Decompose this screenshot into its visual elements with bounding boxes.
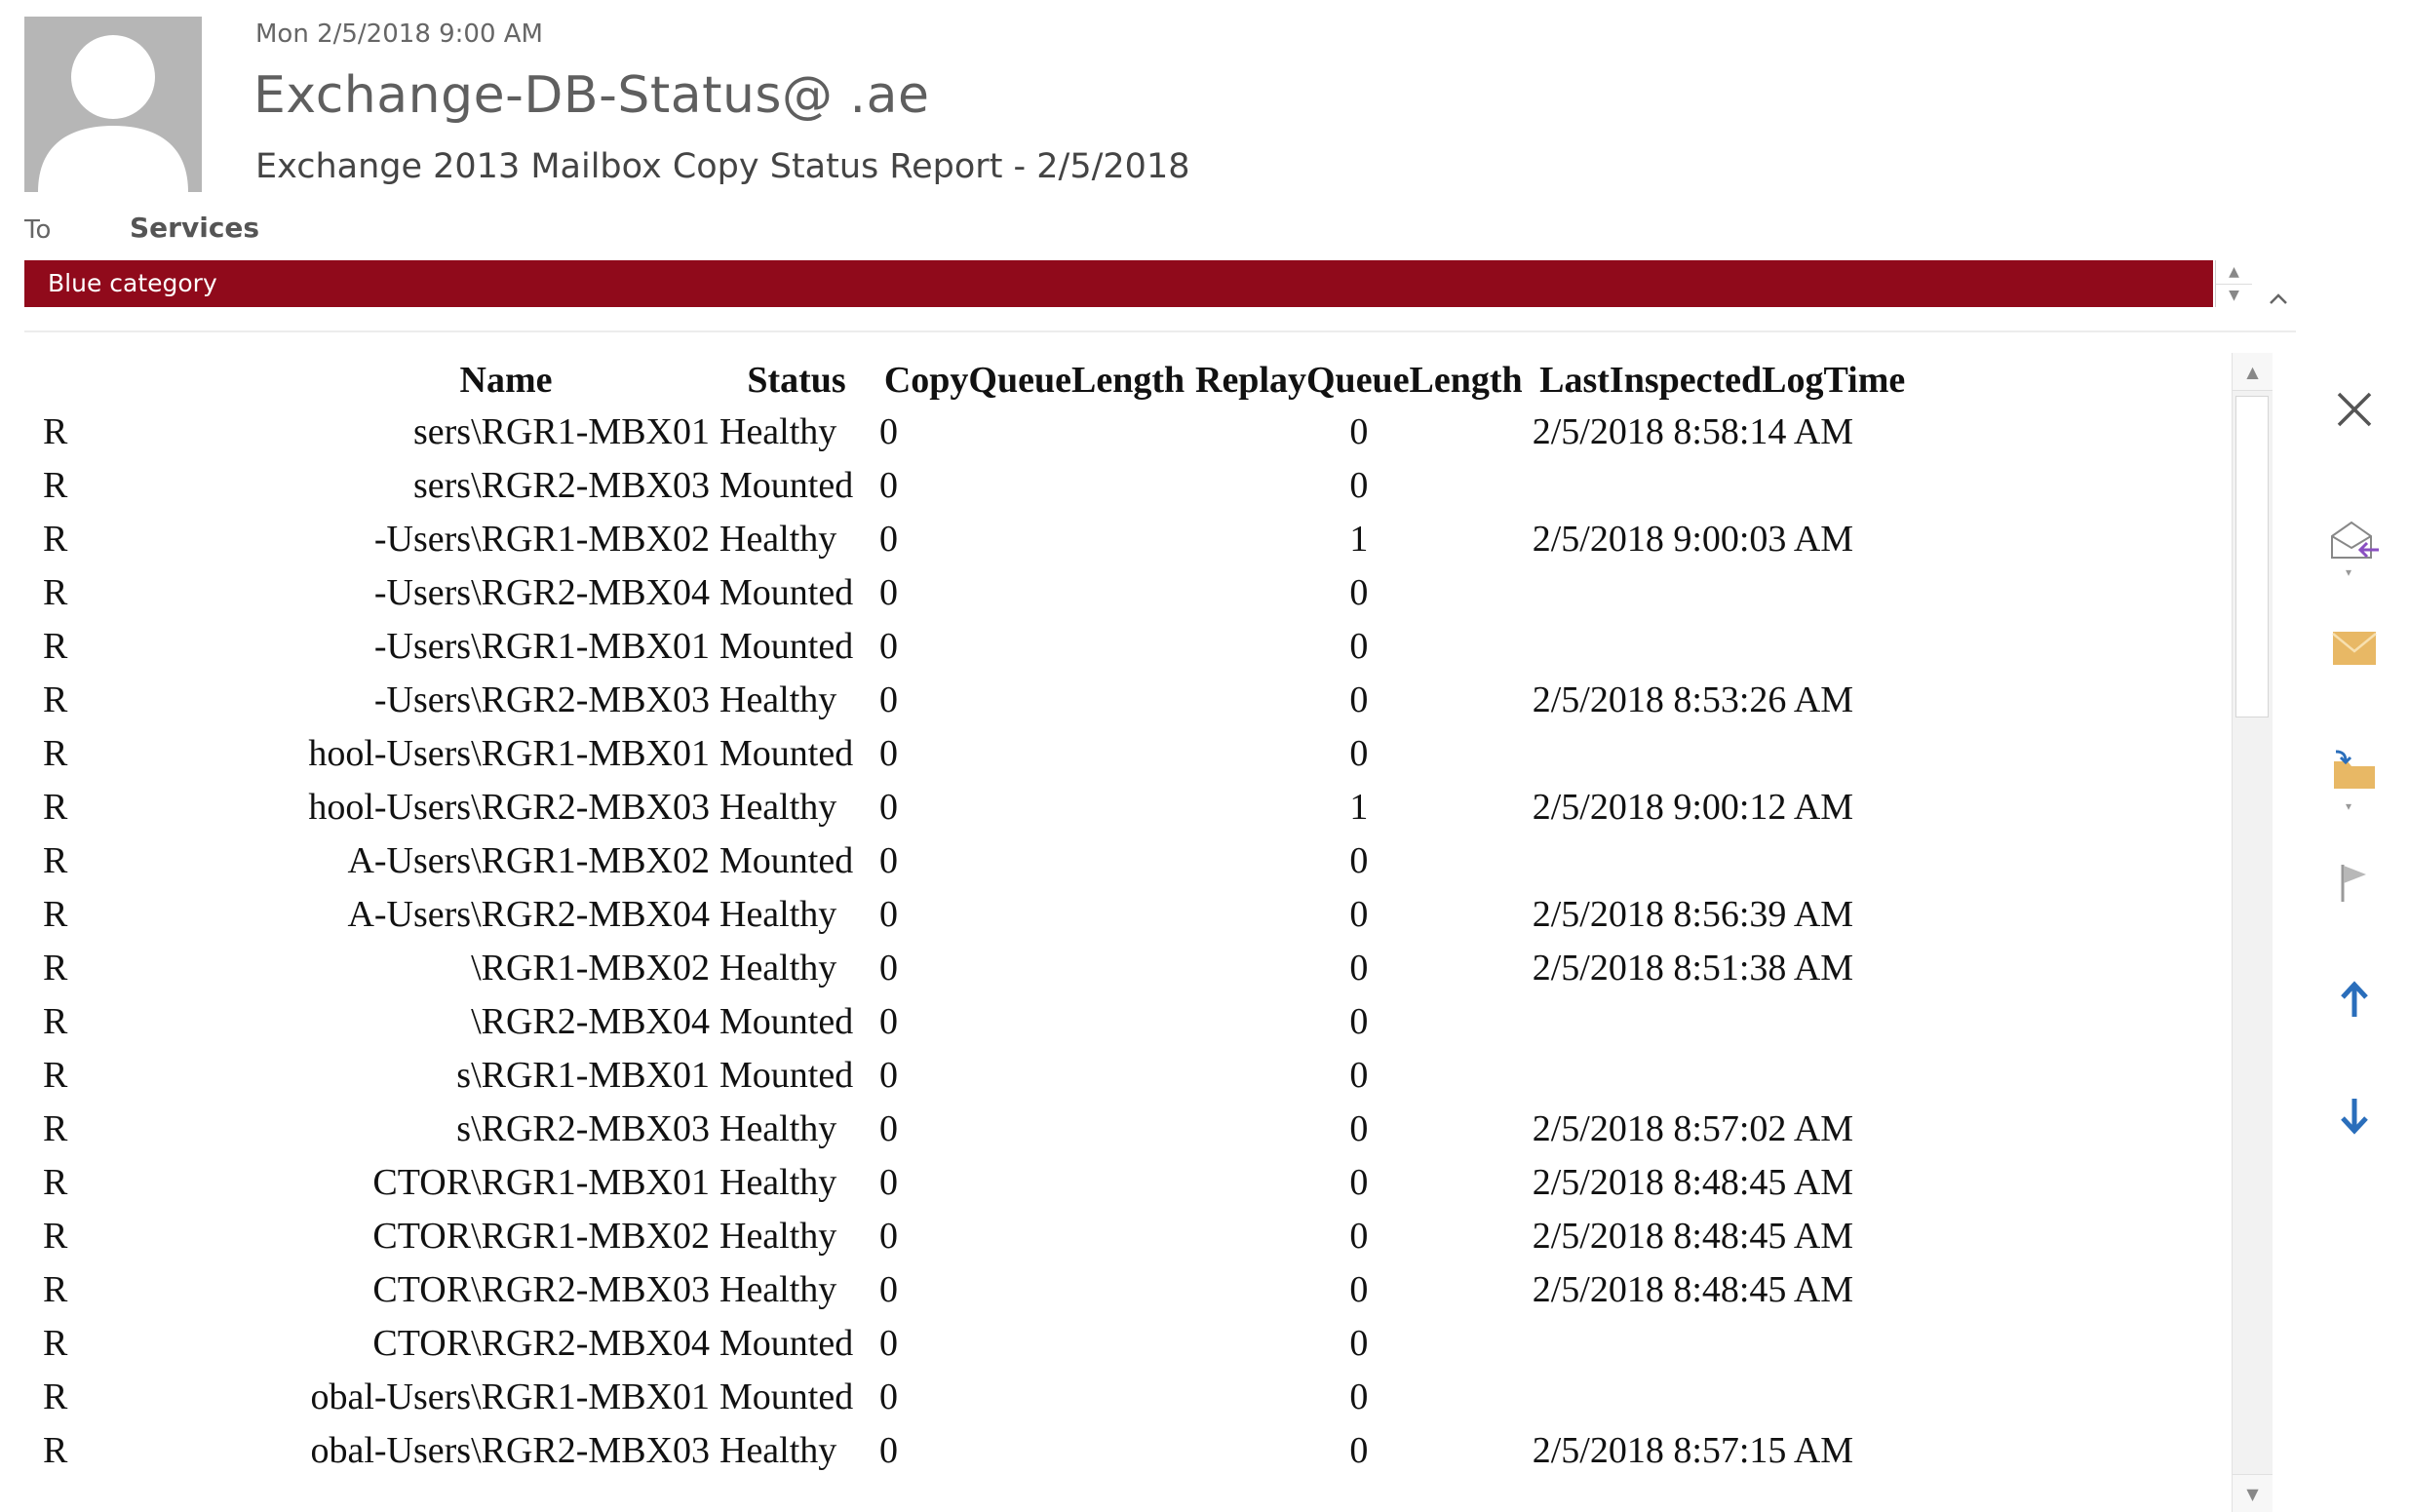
row-prefix-cell: R [43, 1054, 68, 1096]
copy-status-cell: Healthy [719, 1215, 837, 1257]
column-header-last-inspected: LastInspectedLogTime [1539, 360, 1906, 401]
database-name: CTOR\RGR1-MBX02 [372, 1215, 710, 1257]
database-name: obal-Users\RGR1-MBX01 [310, 1376, 710, 1417]
database-name: CTOR\RGR1-MBX01 [372, 1161, 710, 1203]
database-name: s\RGR1-MBX01 [456, 1054, 710, 1096]
replay-queue-length-cell: 0 [1349, 410, 1369, 452]
database-name: CTOR\RGR2-MBX03 [372, 1268, 710, 1310]
copy-status-cell: Mounted [719, 732, 854, 774]
replay-queue-length-cell: 0 [1349, 1107, 1369, 1149]
database-name-cell [292, 726, 719, 780]
row-prefix-cell: R [43, 571, 68, 613]
row-prefix-cell: R [43, 893, 68, 935]
copy-queue-length-cell: 0 [879, 1429, 898, 1471]
copy-status-cell: Healthy [719, 893, 837, 935]
row-prefix-cell: R [43, 1161, 68, 1203]
copy-queue-length-cell: 0 [879, 1322, 898, 1364]
table-row [0, 726, 1923, 780]
replay-queue-length-cell: 0 [1349, 1322, 1369, 1364]
to-label: To [24, 215, 52, 245]
database-name-cell [292, 780, 719, 834]
table-row [0, 1316, 1923, 1370]
last-inspected-log-time-cell [1523, 565, 1923, 619]
sender-address[interactable]: Exchange-DB-Status@ .ae [253, 66, 930, 125]
copy-queue-length-cell: 0 [879, 571, 898, 613]
copy-status-cell: Mounted [719, 464, 854, 506]
copy-status-cell: Mounted [719, 1000, 854, 1042]
database-name: -Users\RGR1-MBX01 [373, 625, 710, 667]
database-name-cell [292, 405, 719, 458]
last-inspected-log-time-cell [1523, 834, 1923, 887]
last-inspected-log-time-cell: 2/5/2018 8:58:14 AM [1532, 410, 1854, 452]
copy-queue-length-cell: 0 [879, 1000, 898, 1042]
replay-queue-length-cell: 0 [1349, 1000, 1369, 1042]
replay-queue-length-cell: 0 [1349, 893, 1369, 935]
message-date: Mon 2/5/2018 9:00 AM [255, 19, 543, 49]
message-subject: Exchange 2013 Mailbox Copy Status Report - 2/5/2018 [255, 147, 1190, 186]
last-inspected-log-time-cell [1523, 619, 1923, 673]
database-name-cell [292, 1423, 719, 1477]
replay-queue-length-cell: 0 [1349, 1161, 1369, 1203]
last-inspected-log-time-cell: 2/5/2018 8:48:45 AM [1532, 1215, 1854, 1257]
database-name: CTOR\RGR2-MBX04 [372, 1322, 710, 1364]
database-name-cell [292, 1102, 719, 1155]
flag-icon [2337, 861, 2372, 904]
copy-status-cell: Healthy [719, 1161, 837, 1203]
table-row [0, 405, 1923, 458]
database-name-cell [292, 512, 719, 565]
row-prefix-cell: R [43, 1322, 68, 1364]
reply-button[interactable] [2320, 507, 2389, 575]
scroll-down-icon[interactable]: ▼ [2233, 1474, 2273, 1512]
database-name-cell [292, 994, 719, 1048]
scroll-thumb[interactable] [2235, 396, 2269, 717]
row-prefix-cell: R [43, 1429, 68, 1471]
copy-status-cell: Healthy [719, 1107, 837, 1149]
row-prefix-cell: R [43, 1215, 68, 1257]
category-label: Blue category [48, 269, 217, 297]
next-item-icon [2337, 1095, 2372, 1138]
database-name-cell [292, 941, 719, 994]
database-name-cell [292, 834, 719, 887]
copy-queue-length-cell: 0 [879, 1054, 898, 1096]
copy-queue-length-cell: 0 [879, 1107, 898, 1149]
previous-item-icon [2337, 978, 2372, 1021]
last-inspected-log-time-cell: 2/5/2018 8:53:26 AM [1532, 678, 1854, 720]
copy-queue-length-cell: 0 [879, 839, 898, 881]
replay-queue-length-cell: 0 [1349, 947, 1369, 989]
replay-queue-length-cell: 0 [1349, 625, 1369, 667]
flag-button[interactable] [2320, 848, 2389, 916]
scroll-up-icon[interactable]: ▲ [2233, 353, 2273, 391]
row-prefix-cell: R [43, 518, 68, 560]
database-name: \RGR2-MBX04 [471, 1000, 710, 1042]
table-row [0, 780, 1923, 834]
database-name: -Users\RGR2-MBX04 [373, 571, 710, 613]
last-inspected-log-time-cell [1523, 1316, 1923, 1370]
database-name-cell [292, 1155, 719, 1209]
copy-status-cell: Healthy [719, 1429, 837, 1471]
copy-queue-length-cell: 0 [879, 732, 898, 774]
last-inspected-log-time-cell [1523, 1370, 1923, 1423]
database-name-cell [292, 887, 719, 941]
database-name: A-Users\RGR1-MBX02 [347, 839, 710, 881]
database-name: -Users\RGR1-MBX02 [373, 518, 710, 560]
copy-queue-length-cell: 0 [879, 786, 898, 828]
replay-queue-length-cell: 0 [1349, 1429, 1369, 1471]
last-inspected-log-time-cell [1523, 726, 1923, 780]
collapse-header-button[interactable] [2262, 283, 2295, 316]
database-name-cell [292, 1370, 719, 1423]
last-inspected-log-time-cell [1523, 994, 1923, 1048]
database-name: hool-Users\RGR1-MBX01 [308, 732, 710, 774]
database-name: \RGR1-MBX02 [471, 947, 710, 989]
database-name-cell [292, 1048, 719, 1102]
mark-unread-icon [2331, 630, 2378, 667]
table-row [0, 1423, 1923, 1477]
copy-status-cell: Healthy [719, 1268, 837, 1310]
table-header-row [0, 356, 1923, 405]
move-button[interactable] [2320, 736, 2389, 804]
last-inspected-log-time-cell: 2/5/2018 8:57:02 AM [1532, 1107, 1854, 1149]
next-item-button[interactable] [2320, 1082, 2389, 1150]
table-row [0, 834, 1923, 887]
database-name: hool-Users\RGR2-MBX03 [308, 786, 710, 828]
database-name-cell [292, 1209, 719, 1262]
row-prefix-cell: R [43, 947, 68, 989]
replay-queue-length-cell: 0 [1349, 678, 1369, 720]
table-row [0, 941, 1923, 994]
last-inspected-log-time-cell: 2/5/2018 8:48:45 AM [1532, 1268, 1854, 1310]
last-inspected-log-time-cell: 2/5/2018 8:57:15 AM [1532, 1429, 1854, 1471]
column-header-copy-queue: CopyQueueLength [883, 360, 1185, 401]
message-body [0, 356, 2252, 1512]
copy-queue-length-cell: 0 [879, 1376, 898, 1417]
database-name: obal-Users\RGR2-MBX03 [310, 1429, 710, 1471]
last-inspected-log-time-cell [1523, 458, 1923, 512]
row-prefix-cell: R [43, 678, 68, 720]
copy-queue-length-cell: 0 [879, 1161, 898, 1203]
category-scroll[interactable] [2215, 260, 2252, 307]
replay-queue-length-cell: 0 [1349, 1268, 1369, 1310]
row-prefix-cell: R [43, 625, 68, 667]
table-row [0, 1262, 1923, 1316]
copy-status-cell: Healthy [719, 410, 837, 452]
replay-queue-length-cell: 0 [1349, 1376, 1369, 1417]
copy-status-cell: Mounted [719, 839, 854, 881]
table-row [0, 458, 1923, 512]
chevron-up-icon [2262, 283, 2295, 316]
last-inspected-log-time-cell [1523, 1048, 1923, 1102]
copy-status-cell: Mounted [719, 571, 854, 613]
last-inspected-log-time-cell: 2/5/2018 9:00:12 AM [1532, 786, 1854, 828]
chevron-down-icon[interactable]: ▾ [2346, 565, 2352, 579]
copy-status-cell: Healthy [719, 518, 837, 560]
copy-status-cell: Healthy [719, 678, 837, 720]
previous-item-button[interactable] [2320, 965, 2389, 1033]
copy-status-cell: Healthy [719, 947, 837, 989]
copy-queue-length-cell: 0 [879, 625, 898, 667]
copy-status-cell: Mounted [719, 625, 854, 667]
row-prefix-cell: R [43, 732, 68, 774]
sender-avatar [24, 17, 202, 192]
database-name: A-Users\RGR2-MBX04 [347, 893, 710, 935]
table-row [0, 1209, 1923, 1262]
copy-queue-length-cell: 0 [879, 947, 898, 989]
row-prefix-cell: R [43, 1000, 68, 1042]
vertical-scrollbar[interactable] [2232, 353, 2273, 1512]
column-header-name: Name [459, 360, 553, 401]
database-name: sers\RGR2-MBX03 [412, 464, 710, 506]
row-prefix-cell: R [43, 410, 68, 452]
table-row [0, 673, 1923, 726]
database-name-cell [292, 619, 719, 673]
row-prefix-cell: R [43, 1376, 68, 1417]
table-row [0, 512, 1923, 565]
row-prefix-cell: R [43, 786, 68, 828]
database-name: s\RGR2-MBX03 [456, 1107, 710, 1149]
column-header-status: Status [747, 360, 846, 401]
copy-status-cell: Mounted [719, 1054, 854, 1096]
replay-queue-length-cell: 0 [1349, 732, 1369, 774]
replay-queue-length-cell: 0 [1349, 464, 1369, 506]
last-inspected-log-time-cell: 2/5/2018 8:48:45 AM [1532, 1161, 1854, 1203]
row-prefix-cell: R [43, 1107, 68, 1149]
reply-icon [2328, 517, 2381, 565]
table-row [0, 1155, 1923, 1209]
replay-queue-length-cell: 0 [1349, 1054, 1369, 1096]
table-row [0, 1048, 1923, 1102]
close-icon [2333, 388, 2376, 431]
last-inspected-log-time-cell: 2/5/2018 9:00:03 AM [1532, 518, 1854, 560]
copy-queue-length-cell: 0 [879, 410, 898, 452]
database-name-cell [292, 458, 719, 512]
recipient-name[interactable]: Services [130, 212, 260, 244]
copy-status-table [0, 356, 1923, 1477]
database-name-cell [292, 1316, 719, 1370]
table-row [0, 619, 1923, 673]
row-prefix-cell: R [43, 1268, 68, 1310]
copy-queue-length-cell: 0 [879, 464, 898, 506]
database-name: -Users\RGR2-MBX03 [373, 678, 710, 720]
table-row [0, 887, 1923, 941]
table-row [0, 994, 1923, 1048]
table-row [0, 1102, 1923, 1155]
replay-queue-length-cell: 1 [1349, 786, 1369, 828]
copy-queue-length-cell: 0 [879, 678, 898, 720]
copy-status-cell: Mounted [719, 1322, 854, 1364]
database-name-cell [292, 565, 719, 619]
column-header [0, 356, 292, 405]
mark-unread-button[interactable] [2320, 614, 2389, 682]
header-divider [24, 330, 2296, 332]
copy-queue-length-cell: 0 [879, 1268, 898, 1310]
chevron-down-icon[interactable]: ▼ [2229, 288, 2239, 303]
category-bar[interactable] [24, 260, 2213, 307]
table-row [0, 1370, 1923, 1423]
move-to-folder-icon [2330, 748, 2379, 793]
row-prefix-cell: R [43, 464, 68, 506]
row-prefix-cell: R [43, 839, 68, 881]
database-name-cell [292, 673, 719, 726]
close-button[interactable] [2320, 375, 2389, 444]
last-inspected-log-time-cell: 2/5/2018 8:56:39 AM [1532, 893, 1854, 935]
replay-queue-length-cell: 0 [1349, 571, 1369, 613]
copy-queue-length-cell: 0 [879, 893, 898, 935]
table-row [0, 565, 1923, 619]
last-inspected-log-time-cell: 2/5/2018 8:51:38 AM [1532, 947, 1854, 989]
replay-queue-length-cell: 0 [1349, 839, 1369, 881]
database-name-cell [292, 1262, 719, 1316]
column-header-replay-queue: ReplayQueueLength [1195, 360, 1523, 401]
replay-queue-length-cell: 0 [1349, 1215, 1369, 1257]
copy-queue-length-cell: 0 [879, 1215, 898, 1257]
copy-status-cell: Healthy [719, 786, 837, 828]
copy-status-cell: Mounted [719, 1376, 854, 1417]
replay-queue-length-cell: 1 [1349, 518, 1369, 560]
copy-queue-length-cell: 0 [879, 518, 898, 560]
database-name: sers\RGR1-MBX01 [412, 410, 710, 452]
chevron-up-icon[interactable]: ▲ [2216, 260, 2252, 285]
chevron-down-icon[interactable]: ▾ [2346, 799, 2352, 813]
